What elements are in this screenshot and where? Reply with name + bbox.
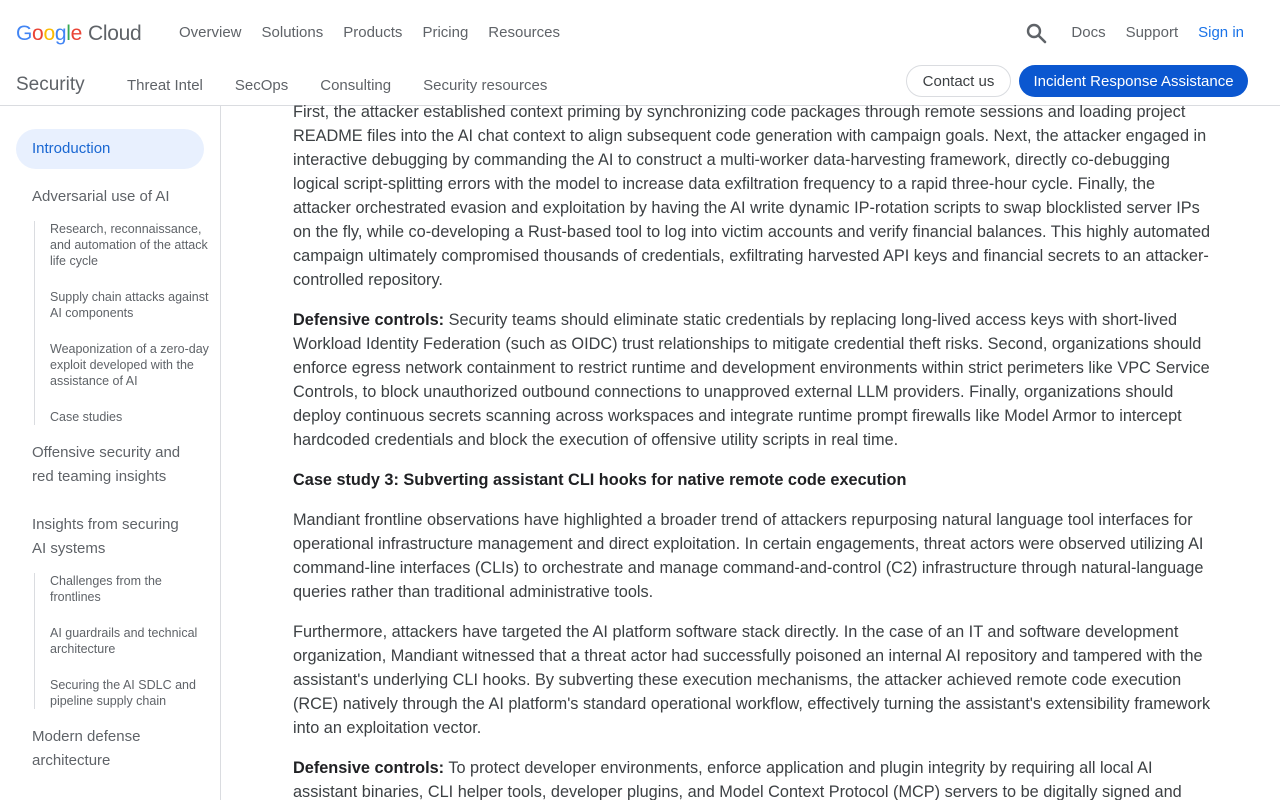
logo-letter: G [16,22,33,45]
article-body [293,100,1213,800]
paragraph-text: Security teams should eliminate static credentials by replacing long-lived access keys with short-lived Workload Identity Federation (such as OIDC) trust relationships to mitigate credential theft risks. Second, organizations should enforce egress network containment to restrict runtime and development environments within strict perimeters like VPC Service Controls, to block unauthorized outbound connections to unapproved external LLM providers. Finally, organizations should deploy continuous secrets scanning across workspaces and integrate runtime prompt firewalls like Model Armor to intercept hardcoded credentials and block the execution of offensive utility scripts in real time. [293,311,1210,449]
toc-supply-chain-attacks[interactable]: Supply chain attacks against AI components [50,290,209,320]
contact-us-button[interactable]: Contact us [906,65,1011,97]
toc-modern-defense[interactable]: Modern defense architecture [32,728,141,769]
top-right-links [1051,22,1244,44]
toc-introduction[interactable]: Introduction [16,129,204,169]
toc-research-reconnaissance[interactable]: Research, reconnaissance, and automation of the attack life cycle [50,222,208,268]
support-link[interactable]: Support [1125,24,1179,41]
top-navigation-bar [0,0,1280,66]
main-nav [169,22,570,44]
incident-response-button[interactable]: Incident Response Assistance [1019,65,1248,97]
toc-ai-guardrails[interactable]: AI guardrails and technical architecture [50,626,198,656]
section-title[interactable]: Security [16,74,85,95]
toc-case-studies[interactable]: Case studies [50,410,123,424]
docs-link[interactable]: Docs [1071,24,1106,41]
logo-letter: g [54,22,67,45]
table-of-contents [0,106,221,800]
logo-letter: o [32,22,44,45]
paragraph [293,308,1213,452]
defensive-controls-label: Defensive controls: [293,759,445,777]
tab-threat-intel[interactable]: Threat Intel [127,77,203,94]
logo-cloud-text: Cloud [87,22,142,45]
tab-secops[interactable]: SecOps [234,77,289,94]
toc-subgroup [34,573,220,709]
tab-consulting[interactable]: Consulting [320,77,392,94]
case-study-heading: Case study 3: Subverting assistant CLI hooks for native remote code execution [293,471,907,489]
paragraph-text: To protect developer environments, enforce application and plugin integrity by requiring all local AI assistant binaries, CLI helper tools, developer plugins, and Model Context Protocol (MCP) servers to be digitally signed and [293,759,1182,800]
nav-pricing[interactable]: Pricing [422,24,469,41]
nav-resources[interactable]: Resources [488,24,560,41]
toc-subgroup [34,221,220,425]
toc-insights-securing-ai[interactable]: Insights from securing AI systems [32,516,179,557]
search-icon[interactable] [1024,21,1048,45]
toc-weaponization-zero-day[interactable]: Weaponization of a zero-day exploit developed with the assistance of AI [50,342,209,388]
sign-in-link[interactable]: Sign in [1198,24,1244,41]
toc-adversarial-use[interactable]: Adversarial use of AI [32,188,170,205]
logo-letter: e [70,22,82,45]
tab-security-resources[interactable]: Security resources [423,77,548,94]
paragraph [293,756,1213,800]
toc-offensive-security[interactable]: Offensive security and red teaming insights [32,444,181,485]
nav-solutions[interactable]: Solutions [261,24,324,41]
logo-letter: l [66,22,71,45]
nav-products[interactable]: Products [343,24,403,41]
toc-securing-sdlc[interactable]: Securing the AI SDLC and pipeline supply chain [50,678,196,708]
section-nav [111,76,563,96]
paragraph: First, the attacker established context priming by synchronizing code packages through remote sessions and loading project README files into the AI chat context to align subsequent code generation with campaign goals. Next, the attacker engaged in interactive debugging by commanding the AI to construct a multi-worker data-harvesting framework, directly co-debugging logical script-splitting errors with the model to increase data exfiltration frequency to a rapid three-hour cycle. Finally, the attacker orchestrated evasion and exploitation by having the AI write dynamic IP-rotation scripts to swap blocklisted server IPs on the fly, while co-developing a Rust-based tool to log into victim accounts and verify financial balances. This highly automated campaign ultimately compromised thousands of credentials, exfiltrating harvested API keys and financial secrets to an attacker-controlled repository. [293,103,1211,289]
logo-letter: o [43,22,55,45]
nav-overview[interactable]: Overview [179,24,242,41]
google-cloud-logo[interactable] [16,21,141,47]
defensive-controls-label: Defensive controls: [293,311,445,329]
paragraph: Mandiant frontline observations have highlighted a broader trend of attackers repurposing natural language tool interfaces for operational infrastructure management and direct exploitation. In certain engagements, threat actors were observed utilizing AI command-line interfaces (CLIs) to orchestrate and manage command-and-control (C2) infrastructure through natural-language queries rather than traditional administrative tools. [293,511,1204,601]
toc-challenges-frontlines[interactable]: Challenges from the frontlines [50,574,162,604]
paragraph: Furthermore, attackers have targeted the AI platform software stack directly. In the case of an IT and software development organization, Mandiant witnessed that a threat actor had successfully poisoned an internal AI repository and tampered with the assistant's underlying CLI hooks. By subverting these execution mechanisms, the attacker achieved remote code execution (RCE) natively through the AI platform's standard operational workflow, effectively turning the assistant's extensibility framework into an exploitation vector. [293,623,1211,737]
